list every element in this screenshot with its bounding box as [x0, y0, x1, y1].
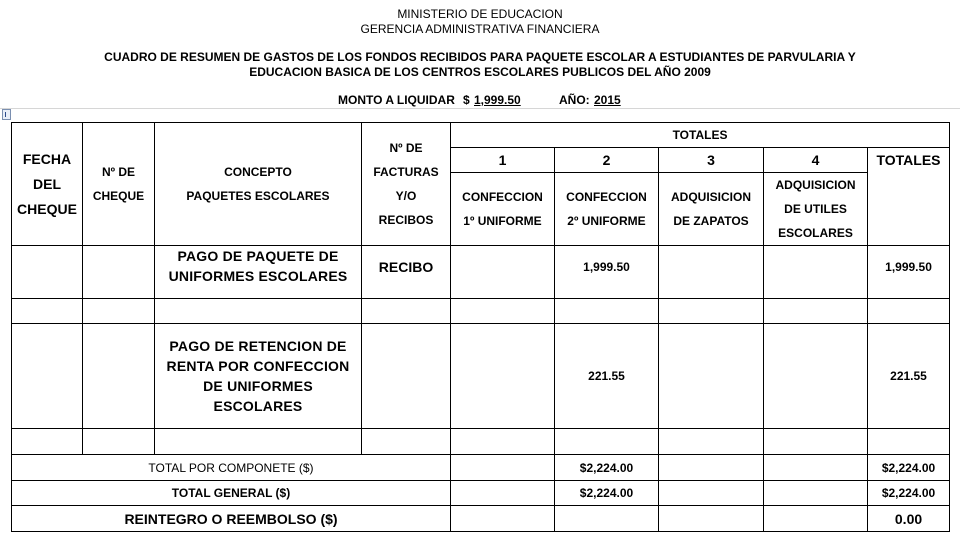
- anio-label: AÑO:: [559, 93, 590, 107]
- header-zapatos-a: ADQUISICION: [670, 190, 751, 204]
- total-componente-total: $2,224.00: [868, 455, 950, 481]
- cell-col-3: [659, 246, 764, 299]
- header-confeccion-2-b: 2º UNIFORME: [567, 214, 646, 228]
- header-utiles-a: ADQUISICION: [775, 178, 856, 192]
- cell-col-1: [451, 246, 555, 299]
- header-col-4: 4: [764, 148, 868, 173]
- expense-summary-table: [11, 122, 950, 532]
- cell-concepto: [155, 324, 362, 429]
- summary-row: [12, 506, 950, 532]
- monto-label: MONTO A LIQUIDAR: [338, 93, 455, 107]
- cell-fecha: [12, 324, 83, 429]
- header-zapatos-b: DE ZAPATOS: [673, 214, 749, 228]
- header-confeccion-1: [451, 173, 555, 246]
- header-facturas: [362, 123, 451, 246]
- header-facturas-3: Y/O: [395, 189, 417, 203]
- cell-col-3: [659, 324, 764, 429]
- header-col-3: 3: [659, 148, 764, 173]
- total-general-label: TOTAL GENERAL ($): [12, 481, 451, 506]
- header-col-1: 1: [451, 148, 555, 173]
- header-concepto-2: PAQUETES ESCOLARES: [186, 189, 330, 203]
- table-move-handle-icon[interactable]: [2, 109, 11, 120]
- header-col-2: 2: [555, 148, 659, 173]
- table-row: [12, 246, 950, 299]
- header-facturas-2: FACTURAS: [373, 165, 439, 179]
- concepto-2d: ESCOLARES: [213, 398, 303, 414]
- header-cheque-2: CHEQUE: [92, 189, 145, 203]
- header-confeccion-2-a: CONFECCION: [566, 190, 647, 204]
- header-confeccion-2: [555, 173, 659, 246]
- total-componente-col2: $2,224.00: [555, 455, 659, 481]
- cell-col-4: [764, 324, 868, 429]
- summary-row: [12, 455, 950, 481]
- concepto-2c: DE UNIFORMES: [203, 378, 313, 394]
- header-totales-col: TOTALES: [868, 148, 950, 246]
- header-fecha: [12, 123, 83, 246]
- header-confeccion-1-a: CONFECCION: [462, 190, 543, 204]
- header-cheque-1: Nº DE: [101, 165, 136, 179]
- table-row: [12, 299, 950, 324]
- header-confeccion-1-b: 1º UNIFORME: [463, 214, 542, 228]
- cell-col-1: [451, 324, 555, 429]
- total-general-col2: $2,224.00: [555, 481, 659, 506]
- header-fecha-3: CHEQUE: [17, 200, 77, 217]
- concepto-1a: PAGO DE PAQUETE DE: [177, 248, 339, 264]
- cell-col-2: 221.55: [555, 324, 659, 429]
- concepto-1b: UNIFORMES ESCOLARES: [168, 268, 348, 284]
- summary-row: [12, 481, 950, 506]
- cell-concepto: [155, 246, 362, 299]
- cell-cheque: [83, 324, 155, 429]
- cell-col-2: 1,999.50: [555, 246, 659, 299]
- header-utiles-c: ESCOLARES: [778, 226, 853, 240]
- cell-documento: RECIBO: [362, 246, 451, 299]
- reintegro-total: 0.00: [868, 506, 950, 532]
- header-utiles: [764, 173, 868, 246]
- monto-value: 1,999.50: [474, 93, 521, 107]
- cell-cheque: [83, 246, 155, 299]
- header-zapatos: [659, 173, 764, 246]
- report-title-line-1: CUADRO DE RESUMEN DE GASTOS DE LOS FONDOS RECIBIDOS PARA PAQUETE ESCOLAR A ESTUDIANTES DE PARVULARIA Y: [104, 50, 856, 64]
- ministry-name: MINISTERIO DE EDUCACION: [397, 7, 563, 21]
- total-componente-label: TOTAL POR COMPONETE ($): [12, 455, 451, 481]
- cell-fecha: [12, 246, 83, 299]
- anio-value: 2015: [594, 93, 621, 107]
- table-row: [12, 429, 950, 455]
- header-totales-group: TOTALES: [451, 123, 950, 148]
- header-utiles-b: DE UTILES: [784, 202, 847, 216]
- header-cheque: [83, 123, 155, 246]
- report-title-line-2: EDUCACION BASICA DE LOS CENTROS ESCOLARES PUBLICOS DEL AÑO 2009: [249, 65, 711, 79]
- department-name: GERENCIA ADMINISTRATIVA FINANCIERA: [360, 22, 600, 36]
- header-concepto: [155, 123, 362, 246]
- cell-total: 221.55: [868, 324, 950, 429]
- total-general-total: $2,224.00: [868, 481, 950, 506]
- concepto-2b: RENTA POR CONFECCION: [166, 358, 350, 374]
- table-row: [12, 324, 950, 429]
- page-edge-divider: [0, 108, 960, 109]
- header-concepto-1: CONCEPTO: [224, 165, 292, 179]
- cell-documento: [362, 324, 451, 429]
- concepto-2a: PAGO DE RETENCION DE: [169, 338, 347, 354]
- cell-col-4: [764, 246, 868, 299]
- cell-total: 1,999.50: [868, 246, 950, 299]
- header-fecha-2: DEL: [33, 175, 61, 192]
- header-facturas-4: RECIBOS: [378, 213, 434, 227]
- monto-currency: $: [463, 93, 470, 107]
- header-facturas-1: Nº DE: [389, 141, 423, 155]
- reintegro-label: REINTEGRO O REEMBOLSO ($): [12, 506, 451, 532]
- header-fecha-1: FECHA: [22, 150, 72, 167]
